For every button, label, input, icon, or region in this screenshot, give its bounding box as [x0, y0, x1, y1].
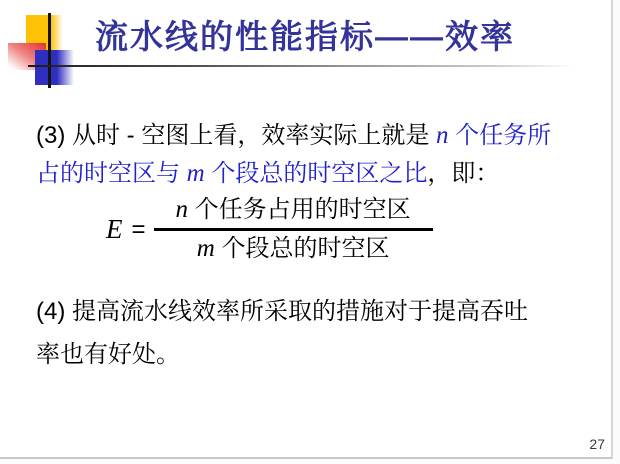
p3-run-blue2: 占的时空区与	[36, 160, 187, 187]
p3-run-blue: 个任务所	[448, 122, 552, 149]
paragraph-4-line-2: 率也有好处。	[36, 341, 180, 368]
paragraph-4	[36, 290, 596, 376]
decoration-blue-square	[35, 50, 74, 85]
p3-var-m: m	[186, 160, 205, 187]
formula-lhs-E: E	[106, 214, 123, 244]
denominator-text: 个段总的时空区	[214, 235, 390, 262]
formula-equals-sign: =	[131, 215, 146, 243]
p3-run-black: (3) 从时 - 空图上看，效率实际上就是	[36, 122, 436, 149]
numerator-var-n: n	[175, 196, 189, 223]
paragraph-3-line-2	[36, 155, 596, 193]
numerator-text: 个任务占用的时空区	[188, 196, 411, 223]
title-underline	[28, 65, 575, 67]
p3-var-n: n	[436, 122, 449, 149]
slide-title: 流水线的性能指标——效率	[95, 18, 515, 55]
paragraph-3-line-1	[36, 117, 596, 155]
formula-denominator	[197, 231, 390, 263]
formula-fraction	[154, 196, 433, 263]
p3-run-blue3: 个段总的时空区之比	[204, 160, 428, 187]
denominator-var-m: m	[196, 235, 215, 262]
decoration-vertical-line	[48, 13, 51, 88]
paragraph-3	[36, 117, 596, 193]
p3-run-black2: ，即：	[427, 160, 500, 187]
efficiency-formula	[106, 196, 433, 263]
page-number: 27	[589, 436, 605, 452]
paragraph-4-line-1: (4) 提高流水线效率所采取的措施对于提高吞吐	[36, 298, 528, 325]
formula-numerator	[154, 196, 433, 231]
